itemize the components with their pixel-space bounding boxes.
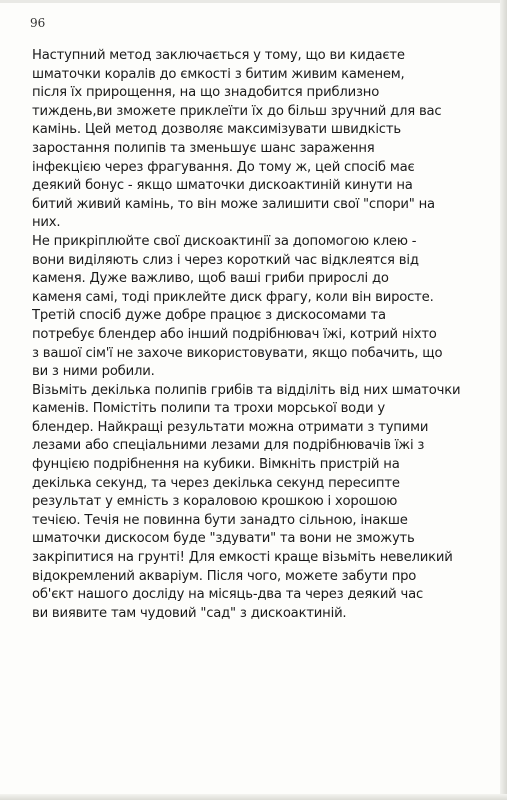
text-line: декілька секунд, та через декілька секунд пересипте: [32, 475, 400, 491]
text-line: ви виявите там чудовий "сад" з дискоактиній.: [32, 605, 347, 621]
text-line: відокремлений акваріум. Після чого, можете забути про: [32, 568, 417, 584]
text-line: результат у емність з кораловою крошкою і хорошою: [32, 494, 398, 510]
text-line: інфекцією через фрагування. До тому ж, цей спосіб має: [32, 159, 415, 175]
text-line: камінь. Цей метод дозволяє максимізувати швидкість: [32, 122, 401, 138]
text-line: каменів. Помістіть полипи та трохи морської води у: [32, 401, 385, 417]
text-line: них.: [32, 215, 61, 231]
text-line: фунцією подрібнення на кубики. Вімкніть пристрій на: [32, 457, 400, 473]
text-line: вони виділяють слиз і через короткий час відклеятся від: [32, 252, 419, 268]
text-line: блендер. Найкращі результати можна отримати з тупими: [32, 419, 429, 435]
text-line: каменя самі, тоді приклейте диск фрагу, коли він виросте.: [32, 289, 434, 305]
text-line: деякий бонус - якщо шматочки дискоактиній кинути на: [32, 178, 413, 194]
page-top-edge: [0, 0, 507, 3]
text-line: течією. Течія не повинна бути занадто сільною, інакше: [32, 512, 408, 528]
text-line: Наступний метод заключається у тому, що ви кидаєте: [32, 48, 405, 63]
text-line: після їх прирощення, на що знадобится приблизно: [32, 85, 380, 101]
text-line: каменя. Дуже важливо, щоб ваші гриби прирослі до: [32, 271, 389, 287]
body-text: [32, 47, 488, 623]
text-line: заростання полипів та зменьшує шанс зараження: [32, 140, 375, 156]
text-line: закріпитися на грунті! Для емкості краще візьміть невеликий: [32, 550, 453, 566]
text-line: Не прикріплюйте свої дискоактинії за допомогою клею -: [32, 233, 417, 249]
text-line: Візьміть декілька полипів грибів та відділіть від них шматочки: [32, 382, 461, 398]
text-line: битий живий камінь, то він може залишити свої "спори" на: [32, 196, 435, 212]
page-bottom-edge: [0, 794, 507, 800]
text-line: об'єкт нашого досліду на місяць-два та через деякий час: [32, 587, 424, 603]
page-number: 96: [30, 16, 46, 30]
text-line: з вашої сім'ї не захоче використовувати, якщо побачить, що: [32, 345, 443, 361]
text-line: Третій спосіб дуже добре працює з дискосомами та: [32, 308, 386, 324]
text-line: лезами або спеціальними лезами для подрібнювачів їжі з: [32, 438, 425, 454]
text-line: шматочки коралів до ємкості з битим живим каменем,: [32, 66, 405, 82]
text-line: потребує блендер або інший подрібнювач їжі, котрий ніхто: [32, 326, 437, 342]
text-line: шматочки дискосом буде "здувати" та вони не зможуть: [32, 531, 415, 547]
text-line: ви з ними робили.: [32, 364, 155, 380]
text-line: тиждень,ви зможете приклеїти їх до більш зручний для вас: [32, 103, 442, 119]
page-right-edge: [500, 0, 507, 800]
